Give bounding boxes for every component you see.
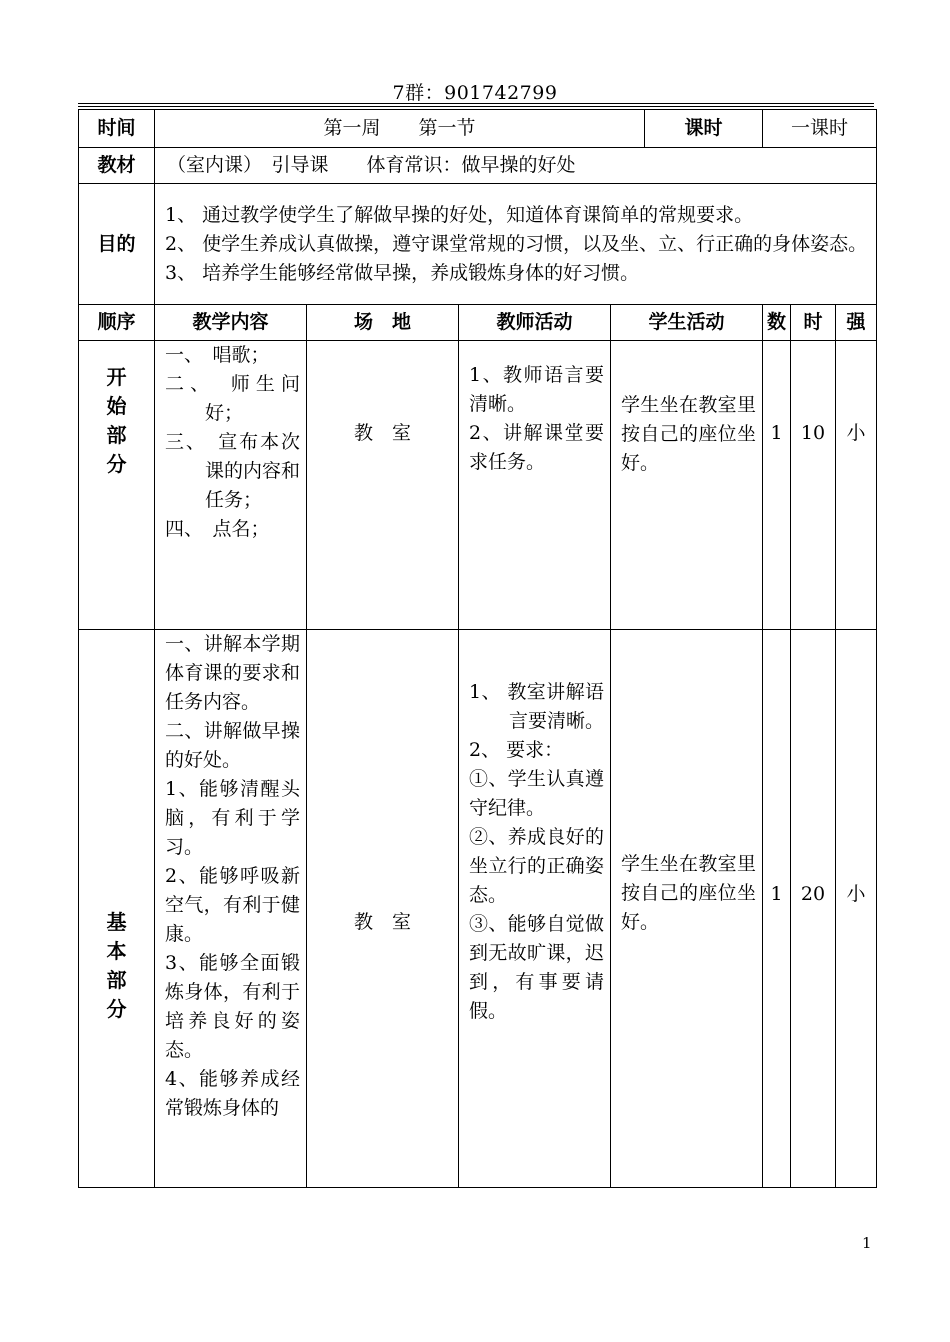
goal-item: 2、 使学生养成认真做操，遵守课堂常规的习惯，以及坐、立、行正确的身体姿态。 — [165, 232, 868, 255]
section-name — [79, 630, 155, 1188]
goal-item: 3、 培养学生能够经常做早操，养成锻炼身体的好习惯。 — [165, 261, 640, 284]
goal-label: 目的 — [79, 184, 155, 305]
teacher-item: 1、教师语言要清晰。 — [469, 364, 604, 415]
column-header-row — [79, 305, 877, 341]
teacher-item: ①、学生认真遵守纪律。 — [469, 768, 604, 819]
section-name — [79, 341, 155, 630]
section-name-char: 分 — [106, 452, 127, 476]
material-label: 教材 — [79, 148, 155, 184]
teacher-item: ②、养成良好的坐立行的正确姿态。 — [469, 826, 604, 906]
col-time: 时 — [791, 305, 836, 341]
hours-label: 课时 — [645, 110, 763, 148]
section-name-char: 开 — [106, 365, 127, 389]
teacher-item: ③、能够自觉做到无故旷课，迟到，有事要请假。 — [469, 913, 604, 1022]
time-row — [79, 110, 877, 148]
section-content — [155, 630, 307, 1188]
content-item: 3、能够全面锻炼身体，有利于培养良好的姿态。 — [165, 952, 300, 1061]
section-name-char: 分 — [106, 997, 127, 1021]
hours-value: 一课时 — [763, 110, 877, 148]
content-item: 一、讲解本学期体育课的要求和任务内容。 — [165, 633, 300, 713]
section-count: 1 — [763, 341, 791, 630]
col-intensity: 强 — [836, 305, 877, 341]
goal-list — [155, 184, 877, 305]
section-row-main — [79, 630, 877, 1188]
section-venue: 教 室 — [307, 341, 459, 630]
col-venue: 场 地 — [307, 305, 459, 341]
col-content: 教学内容 — [155, 305, 307, 341]
section-count: 1 — [763, 630, 791, 1188]
col-student: 学生活动 — [611, 305, 763, 341]
section-name-char: 本 — [106, 939, 127, 963]
content-item: 三、 宣布本次课的内容和任务； — [165, 431, 301, 511]
time-label: 时间 — [79, 110, 155, 148]
content-item: 一、 唱歌； — [165, 344, 270, 366]
section-time: 10 — [791, 341, 836, 630]
content-item: 1、能够清醒头脑，有利于学习。 — [165, 778, 300, 858]
content-item: 四、 点名； — [165, 518, 270, 540]
header-rule — [78, 106, 874, 107]
section-student: 学生坐在教室里按自己的座位坐好。 — [611, 630, 763, 1188]
col-order: 顺序 — [79, 305, 155, 341]
col-count: 数 — [763, 305, 791, 341]
section-venue: 教 室 — [307, 630, 459, 1188]
section-student: 学生坐在教室里按自己的座位坐好。 — [611, 341, 763, 630]
content-item: 二、讲解做早操的好处。 — [165, 720, 300, 771]
content-item: 4、能够养成经常锻炼身体的 — [165, 1068, 300, 1119]
section-intensity: 小 — [836, 630, 877, 1188]
section-content — [155, 341, 307, 630]
header-rule — [78, 103, 874, 104]
content-item: 二、 师生问好； — [165, 373, 300, 424]
teacher-item: 2、讲解课堂要求任务。 — [469, 422, 604, 473]
section-intensity: 小 — [836, 341, 877, 630]
content-item: 2、能够呼吸新空气，有利于健康。 — [165, 865, 300, 945]
section-teacher — [459, 630, 611, 1188]
section-row-start — [79, 341, 877, 630]
teacher-item: 1、 教室讲解语言要清晰。 — [469, 681, 605, 732]
teacher-item: 2、 要求： — [469, 739, 564, 761]
material-value: （室内课） 引导课 体育常识：做早操的好处 — [155, 148, 877, 184]
lesson-plan-table — [78, 109, 877, 1188]
goal-item: 1、 通过教学使学生了解做早操的好处，知道体育课简单的常规要求。 — [165, 203, 754, 226]
col-teacher: 教师活动 — [459, 305, 611, 341]
section-time: 20 — [791, 630, 836, 1188]
section-teacher — [459, 341, 611, 630]
section-name-char: 部 — [106, 968, 127, 992]
header-title: 7群：901742799 — [392, 82, 558, 104]
section-name-char: 始 — [106, 394, 127, 418]
time-value: 第一周 第一节 — [155, 110, 645, 148]
page-number: 1 — [862, 1234, 872, 1252]
material-row — [79, 148, 877, 184]
section-name-char: 基 — [106, 910, 127, 934]
goal-row — [79, 184, 877, 305]
section-name-char: 部 — [106, 423, 127, 447]
